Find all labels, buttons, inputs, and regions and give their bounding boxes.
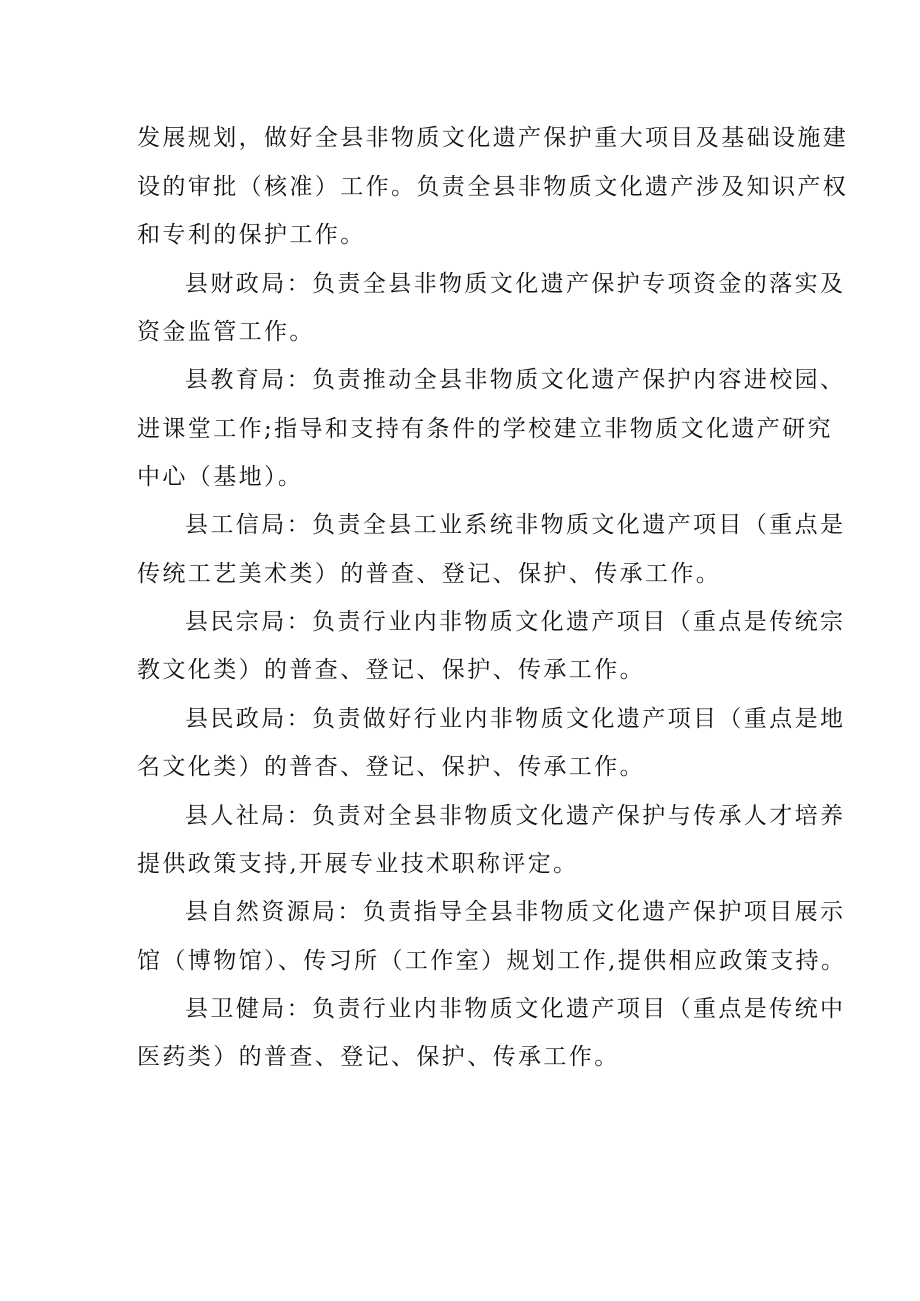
text-line: 教文化类）的普查、登记、保护、传承工作。 xyxy=(137,657,645,683)
text-line: 名文化类）的普杳、登记、保护、传承工作。 xyxy=(137,754,645,780)
text-line: 县卫健局：负责行业内非物质文化遗产项目（重点是传统中 xyxy=(185,996,846,1022)
text-line: 资金监管工作。 xyxy=(137,319,315,345)
text-line: 县民政局：负责做好行业内非物质文化遗产项目（重点是地 xyxy=(185,706,846,732)
text-line: 发展规划，做好全县非物质文化遗产保护重大项目及基础设施建 xyxy=(137,125,849,151)
text-line: 县人社局：负责对全县非物质文化遗产保护与传承人才培养 xyxy=(185,803,846,829)
text-line: 设的审批（核准）工作。负责全县非物质文化遗产涉及知识产权 xyxy=(137,174,849,200)
text-line: 提供政策支持,开展专业技术职称评定。 xyxy=(137,851,579,877)
text-line: 县民宗局：负责行业内非物质文化遗产项目（重点是传统宗 xyxy=(185,609,846,635)
text-line: 馆（博物馆）、传习所（工作室）规划工作,提供相应政策支持。 xyxy=(137,948,847,974)
text-line: 县自然资源局：负责指导全县非物质文化遗产保护项目展示 xyxy=(185,899,846,925)
text-line: 医药类）的普查、登记、保护、传承工作。 xyxy=(137,1044,620,1070)
text-line: 和专利的保护工作。 xyxy=(137,222,366,248)
text-line: 进课堂工作;指导和支持有条件的学校建立非物质文化遗产研究 xyxy=(137,416,833,442)
text-line: 县教育局：负责推动全县非物质文化遗产保护内容进校园、 xyxy=(185,367,846,393)
text-line: 县工信局：负责全县工业系统非物质文化遗产项目（重点是 xyxy=(185,512,846,538)
text-line: 中心（基地）。 xyxy=(137,464,304,490)
text-line: 县财政局：负责全县非物质文化遗产保护专项资金的落实及 xyxy=(185,271,846,297)
text-line: 传统工艺美术类）的普查、登记、保护、传承工作。 xyxy=(137,561,722,587)
